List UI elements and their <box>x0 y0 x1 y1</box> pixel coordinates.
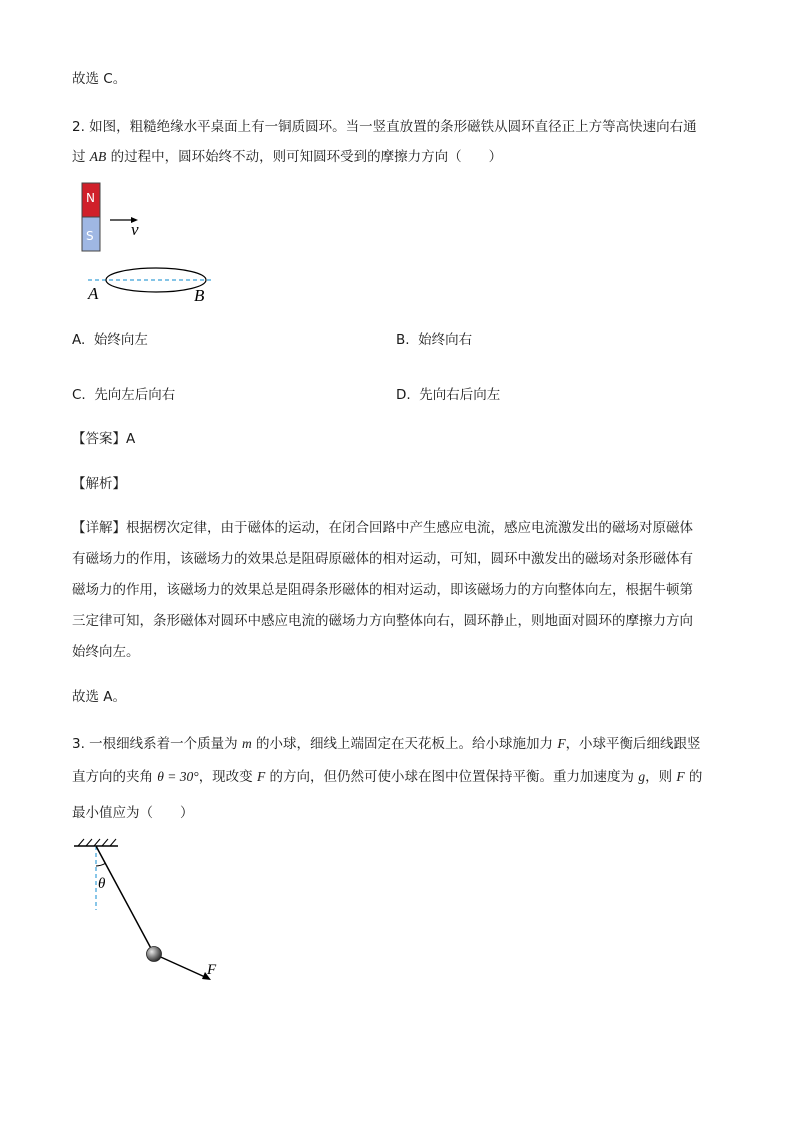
q2-detail-line2: 有磁场力的作用，该磁场力的效果总是阻碍原磁体的相对运动，可知，圆环中激发出的磁场对条形磁体有 <box>72 551 693 567</box>
velocity-label: v <box>131 220 139 239</box>
string <box>96 846 154 954</box>
q3-text: 的 <box>684 769 703 785</box>
point-a-label: A <box>88 284 99 303</box>
answer-tag: 【答案】 <box>72 431 126 447</box>
q2-detail-line5: 始终向左。 <box>72 644 140 660</box>
option-text: 先向左后向右 <box>94 387 176 403</box>
magnet-s-label: S <box>86 229 94 243</box>
q3-theta-equation: θ = 30° <box>157 769 199 784</box>
answer-value: A <box>126 431 136 447</box>
q3-var-g: g <box>638 769 646 784</box>
q3-stem-line2 <box>72 765 702 785</box>
option-key: B. <box>396 332 410 348</box>
q2-stem-line2 <box>72 145 502 165</box>
magnet-n-label: N <box>86 191 95 205</box>
q3-stem-line3: 最小值应为（ ） <box>72 805 194 821</box>
q3-text: ，现改变 <box>198 769 257 785</box>
q2-analysis-tag: 【解析】 <box>72 476 126 492</box>
point-b-label: B <box>194 286 205 305</box>
q3-stem-line1 <box>72 732 701 752</box>
q2-stem-line1: 2. 如图，粗糙绝缘水平桌面上有一铜质圆环。当一竖直放置的条形磁铁从圆环直径正上方等高快速向右通 <box>72 119 697 135</box>
q2-detail-line3: 磁场力的作用，该磁场力的效果总是阻碍条形磁体的相对运动，即该磁场力的方向整体向左，根据牛顿第 <box>72 582 693 598</box>
q3-text: 的方向，但仍然可使小球在图中位置保持平衡。重力加速度为 <box>265 769 639 785</box>
q2-option-b <box>396 328 472 348</box>
q2-stem-text: 过 <box>72 149 90 165</box>
q2-answer <box>72 427 135 447</box>
option-text: 先向右后向左 <box>419 387 501 403</box>
q3-text: ，则 <box>645 769 677 785</box>
q3-text: 直方向的夹角 <box>72 769 158 785</box>
q2-option-a <box>72 328 148 348</box>
q3-text: 3. 一根细线系着一个质量为 <box>72 736 242 752</box>
angle-arc <box>96 864 105 866</box>
q3-var-f: F <box>557 736 566 751</box>
q2-option-d <box>396 383 500 403</box>
q3-var-f: F <box>256 769 266 784</box>
q2-var-ab: AB <box>89 149 107 164</box>
ceiling-hatch <box>78 839 116 846</box>
option-key: D. <box>396 387 411 403</box>
q3-var-m: m <box>241 736 252 751</box>
copper-ring <box>106 268 206 292</box>
q2-stem-text-2: 的过程中，圆环始终不动，则可知圆环受到的摩擦力方向（ ） <box>106 149 503 165</box>
q2-conclusion: 故选 A。 <box>72 689 127 705</box>
option-text: 始终向右 <box>418 332 473 348</box>
q3-text: 的小球，细线上端固定在天花板上。给小球施加力 <box>251 736 558 752</box>
option-key: A. <box>72 332 86 348</box>
q3-figure-pendulum <box>70 838 240 988</box>
theta-label: θ <box>98 876 106 892</box>
q2-option-c <box>72 383 175 403</box>
q2-detail-line4: 三定律可知，条形磁体对圆环中感应电流的磁场力方向整体向右，圆环静止，则地面对圆环的摩擦力方向 <box>72 613 693 629</box>
option-text: 始终向左 <box>93 332 148 348</box>
option-key: C. <box>72 387 86 403</box>
q1-conclusion: 故选 C。 <box>72 71 127 87</box>
force-label: F <box>207 962 217 978</box>
q3-text: ，小球平衡后细线跟竖 <box>565 736 701 752</box>
q3-var-f: F <box>676 769 685 784</box>
ball <box>147 947 162 962</box>
force-arrow <box>154 954 205 977</box>
q2-figure-magnet-ring <box>70 180 230 310</box>
q2-detail-line1: 【详解】根据楞次定律，由于磁体的运动，在闭合回路中产生感应电流，感应电流激发出的磁场对原磁体 <box>72 520 693 536</box>
